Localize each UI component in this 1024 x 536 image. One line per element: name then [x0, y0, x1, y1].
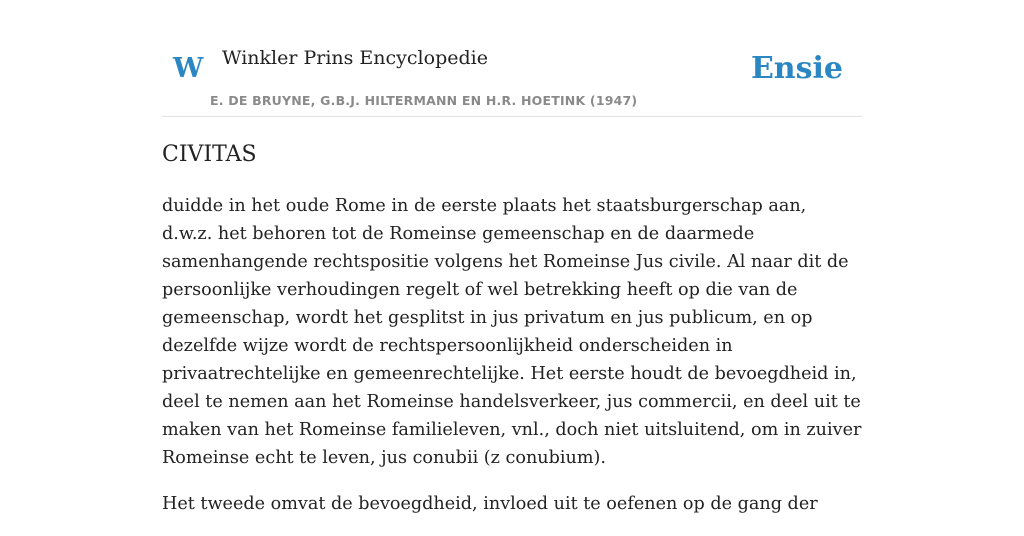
page — [162, 0, 862, 514]
entry-paragraph-2: Het tweede omvat de bevoegdheid, invloed uit te oefenen op de gang der — [162, 494, 818, 514]
source-header — [162, 0, 862, 117]
ensie-logo[interactable]: Ensie — [750, 51, 843, 86]
source-title[interactable]: Winkler Prins Encyclopedie — [222, 47, 488, 69]
entry-title: CIVITAS — [162, 142, 257, 167]
entry-paragraph-1: duidde in het oude Rome in de eerste plaats het staatsburgerschap aan, d.w.z. het behoren tot de Romeinse gemeenschap en de daarmede samenhangende rechtspositie volgens het Romeinse Jus civile. Al naar dit de persoonlijke verhoudingen regelt of wel betrekking heeft op die van de gemeenschap, wordt het gesplitst in jus privatum en jus publicum, en op dezelfde wijze wordt de rechtspersoonlijkheid onderscheiden in privaatrechtelijke en gemeenrechtelijke. Het eerste houdt de bevoegdheid in, deel te nemen aan het Romeinse handelsverkeer, jus commercii, en deel uit te maken van het Romeinse familieleven, vnl., doch niet uitsluitend, om in zuiver Romeinse echt te leven, jus conubii (z conubium). — [162, 196, 862, 468]
entry-body — [162, 192, 862, 536]
winkler-prins-logo[interactable]: W — [173, 53, 204, 84]
source-authors: E. DE BRUYNE, G.B.J. HILTERMANN EN H.R. HOETINK (1947) — [210, 93, 638, 108]
